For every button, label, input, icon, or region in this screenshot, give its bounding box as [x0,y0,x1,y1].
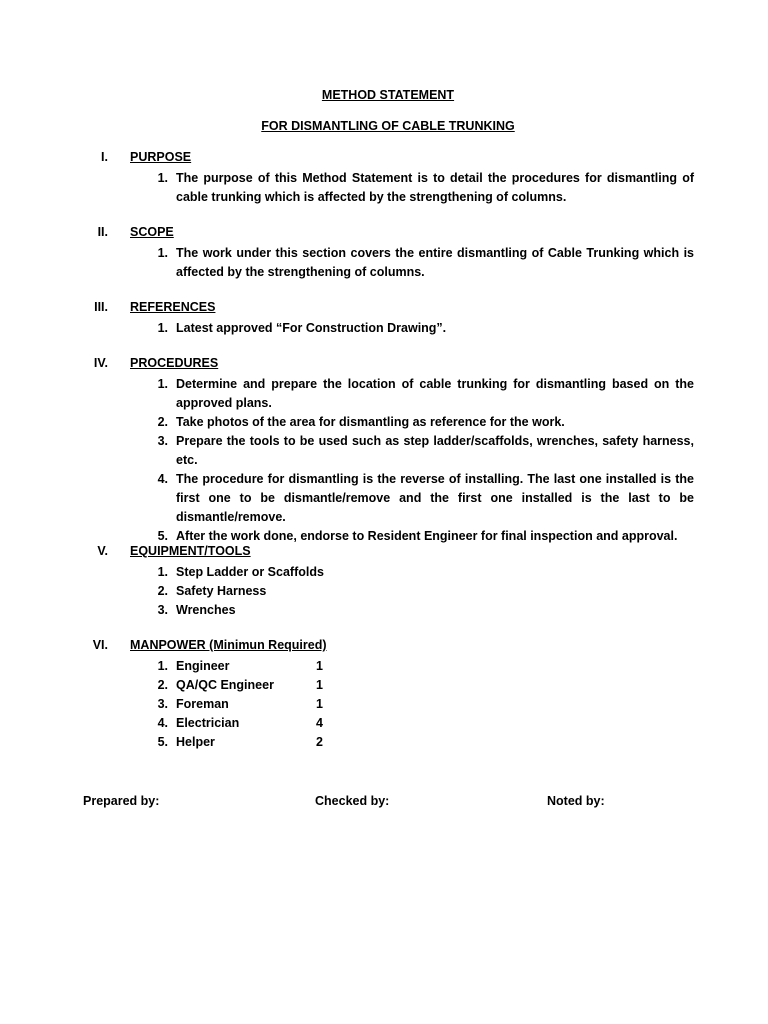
list-item [0,244,768,282]
item-number: 5. [157,529,168,543]
list-item [0,563,768,582]
item-list [0,244,768,282]
section-header [0,544,768,563]
list-item [0,733,768,752]
section-numeral: II. [97,225,108,239]
section-header [0,150,768,169]
item-text: Take photos of the area for dismantling as reference for the work. [176,415,565,429]
list-item [0,470,768,527]
list-item [0,319,768,338]
section-manpower [0,638,768,752]
prepared-by-label: Prepared by: [83,794,160,808]
section-numeral: VI. [92,638,108,652]
item-number: 3. [157,603,168,617]
item-list [0,375,768,546]
item-number: 1. [157,659,168,673]
item-list [0,563,768,620]
checked-by-label: Checked by: [315,794,390,808]
item-number: 4. [157,472,168,486]
item-number: 2. [157,415,168,429]
list-item [0,375,768,413]
section-header [0,225,768,244]
item-number: 1. [157,377,168,391]
item-text: Wrenches [176,603,236,617]
item-number: 3. [157,697,168,711]
item-number: 3. [157,434,168,448]
section-heading: EQUIPMENT/TOOLS [130,544,251,558]
item-text: Prepare the tools to be used such as step ladder/scaffolds, wrenches, safety harness, etc. [176,434,694,467]
item-number: 2. [157,678,168,692]
section-numeral: I. [101,150,108,164]
noted-by-label: Noted by: [547,794,605,808]
item-number: 1. [157,246,168,260]
item-list [0,319,768,338]
list-item [0,714,768,733]
item-text: After the work done, endorse to Resident Engineer for final inspection and approval. [176,529,678,543]
list-item [0,657,768,676]
manpower-list [0,657,768,752]
list-item [0,169,768,207]
item-number: 4. [157,716,168,730]
role-quantity: 1 [316,697,323,711]
document-subtitle: FOR DISMANTLING OF CABLE TRUNKING [261,119,515,133]
role-quantity: 2 [316,735,323,749]
section-references [0,300,768,338]
item-text: Latest approved “For Construction Drawing”. [176,321,447,335]
item-text: Step Ladder or Scaffolds [176,565,324,579]
section-numeral: V. [97,544,108,558]
section-numeral: III. [94,300,108,314]
item-list [0,169,768,207]
role-name: Helper [176,735,215,749]
section-heading: REFERENCES [130,300,216,314]
list-item [0,676,768,695]
role-quantity: 1 [316,659,323,673]
item-number: 1. [157,171,168,185]
section-heading: PURPOSE [130,150,192,164]
item-text: The procedure for dismantling is the reverse of installing. The last one installed is the first one to be dismantle/remove and the first one installed is the last to be dismantle/remove. [176,472,694,524]
item-number: 5. [157,735,168,749]
role-name: QA/QC Engineer [176,678,274,692]
item-number: 1. [157,565,168,579]
section-heading: SCOPE [130,225,174,239]
section-purpose [0,150,768,207]
section-header [0,300,768,319]
section-procedures [0,356,768,546]
list-item [0,582,768,601]
section-numeral: IV. [93,356,108,370]
item-text: Determine and prepare the location of cable trunking for dismantling based on the approved plans. [176,377,694,410]
role-name: Electrician [176,716,240,730]
list-item [0,695,768,714]
list-item [0,601,768,620]
role-quantity: 1 [316,678,323,692]
list-item [0,413,768,432]
section-heading: PROCEDURES [130,356,219,370]
item-text: The purpose of this Method Statement is to detail the procedures for dismantling of cable trunking which is affected by the strengthening of columns. [176,171,694,204]
section-header [0,356,768,375]
section-equipment-tools [0,544,768,620]
item-text: Safety Harness [176,584,267,598]
role-name: Engineer [176,659,230,673]
document-title: METHOD STATEMENT [321,88,455,102]
section-heading: MANPOWER (Minimun Required) [130,638,327,652]
section-header [0,638,768,657]
item-number: 2. [157,584,168,598]
role-quantity: 4 [316,716,323,730]
section-scope [0,225,768,282]
role-name: Foreman [176,697,229,711]
item-number: 1. [157,321,168,335]
item-text: The work under this section covers the entire dismantling of Cable Trunking which is affected by the strengthening of columns. [176,246,694,279]
list-item [0,432,768,470]
